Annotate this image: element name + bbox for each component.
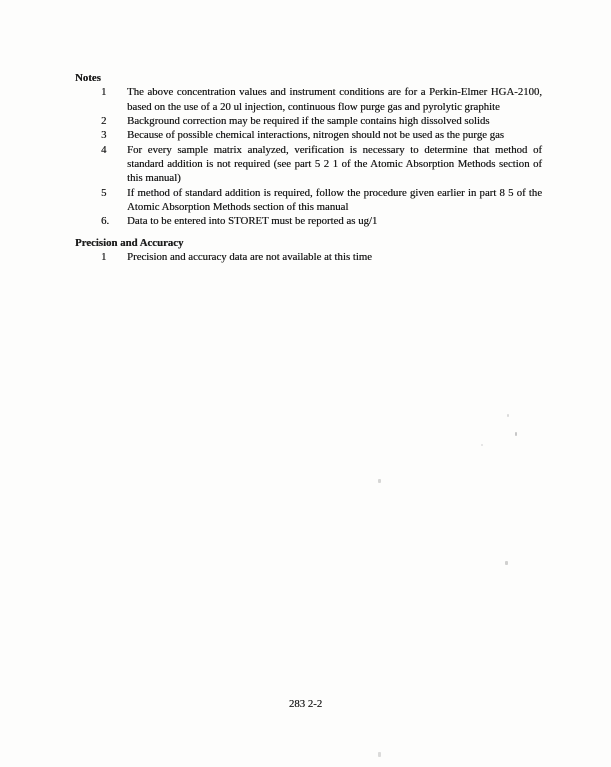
list-item-text: If method of standard addition is required, follow the procedure given earlier in part 8 5 of the Atomic Absorption Methods section of this manual <box>127 186 542 214</box>
list-item <box>75 250 542 264</box>
scan-artifact-speck <box>378 752 381 757</box>
scan-artifact-speck <box>505 561 508 565</box>
notes-heading: Notes <box>75 72 101 84</box>
list-item-number: 1 <box>101 251 107 264</box>
scan-artifact-speck <box>507 414 509 417</box>
document-content <box>75 71 542 264</box>
list-item-text: The above concentration values and instrument conditions are for a Perkin-Elmer HGA-2100, based on the use of a 20 ul injection, continuous flow purge gas and pyrolytic graphite <box>127 86 542 113</box>
notes-list <box>75 85 542 228</box>
notes-section <box>75 71 542 229</box>
list-item-text: Background correction may be required if the sample contains high dissolved solids <box>127 115 490 128</box>
precision-accuracy-heading: Precision and Accuracy <box>75 236 184 249</box>
list-item-text: Because of possible chemical interactions, nitrogen should not be used as the purge gas <box>127 129 504 142</box>
scan-artifact-speck <box>515 432 517 436</box>
list-item <box>75 128 542 142</box>
page-number: 283 2-2 <box>288 698 323 710</box>
list-item <box>75 114 542 128</box>
list-item-text: Data to be entered into STORET must be reported as ug/1 <box>127 215 378 228</box>
precision-accuracy-section <box>75 236 542 265</box>
list-item-number: 2 <box>101 115 107 128</box>
list-item-number: 3 <box>101 129 107 142</box>
scan-artifact-speck <box>378 479 381 483</box>
list-item-number: 6. <box>101 215 110 228</box>
list-item-number: 4 <box>101 143 107 156</box>
list-item-text: Precision and accuracy data are not available at this time <box>127 251 372 264</box>
precision-accuracy-list <box>75 250 542 264</box>
list-item-number: 1 <box>101 86 107 99</box>
list-item <box>75 143 542 186</box>
list-item <box>75 85 542 114</box>
list-item <box>75 186 542 215</box>
list-item-text: For every sample matrix analyzed, verification is necessary to determine that method of standard addition is not required (see part 5 2 1 of the Atomic Absorption Methods section of this manual) <box>127 143 542 185</box>
scan-artifact-speck <box>481 444 483 446</box>
list-item <box>75 214 542 228</box>
list-item-number: 5 <box>101 186 107 199</box>
